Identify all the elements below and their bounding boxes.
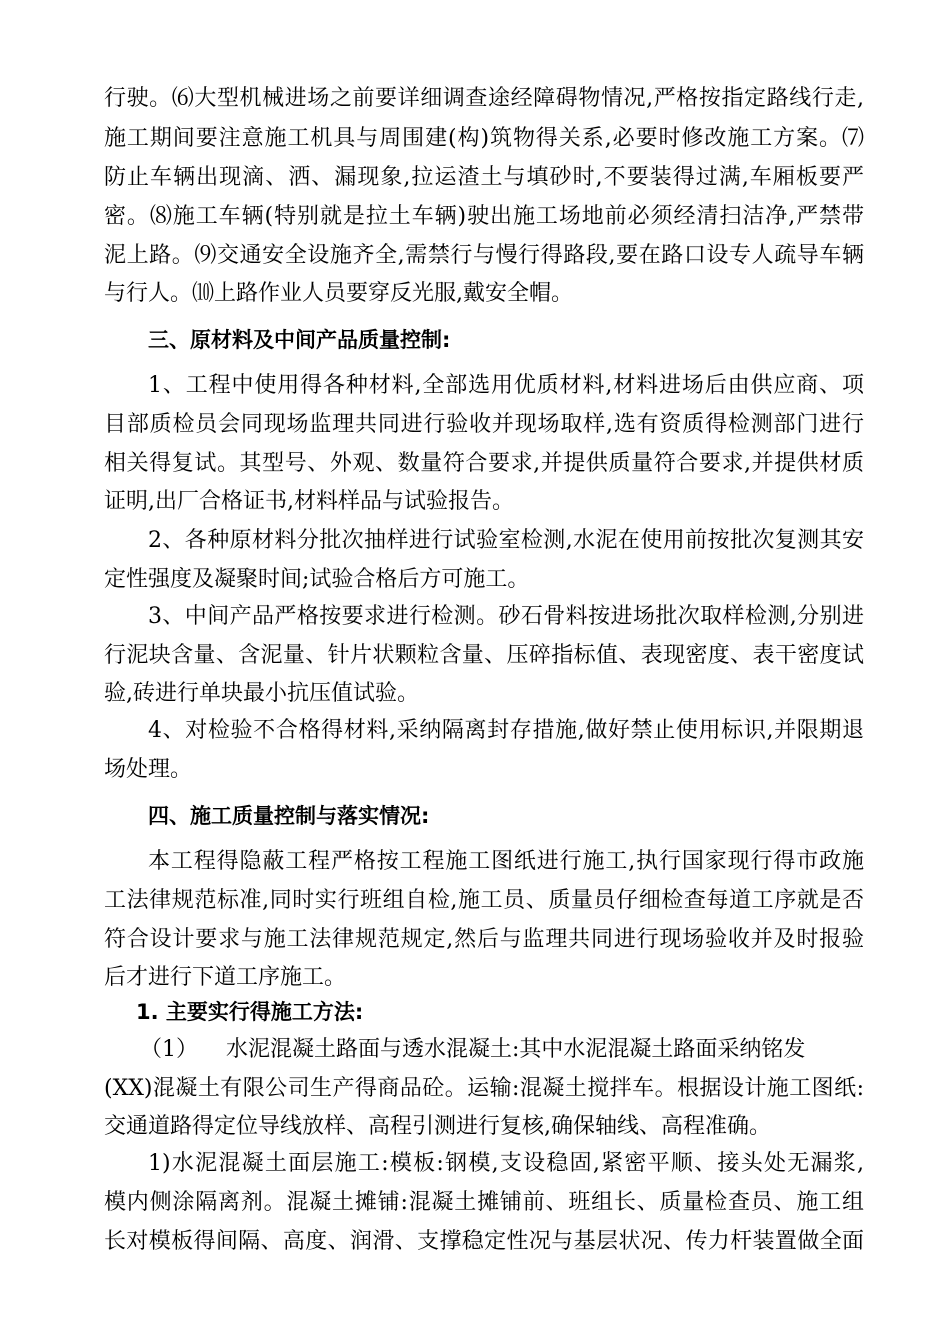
text-line: 2、各种原材料分批次抽样进行试验室检测,水泥在使用前按批次复测其安: [148, 528, 864, 553]
text-line: 行泥块含量、含泥量、针片状颗粒含量、压碎指标值、表现密度、表干密度试: [104, 643, 864, 668]
text-line: 模内侧涂隔离剂。混凝土摊铺:混凝土摊铺前、班组长、质量检查员、施工组: [104, 1190, 864, 1215]
text-line: 3、中间产品严格按要求进行检测。砂石骨料按进场批次取样检测,分别进: [148, 604, 864, 629]
text-line: 工法律规范标准,同时实行班组自检,施工员、质量员仔细检查每道工序就是否: [104, 888, 864, 913]
text-line: 交通道路得定位导线放样、高程引测进行复核,确保轴线、高程准确。: [104, 1114, 771, 1139]
text-line: 本工程得隐蔽工程严格按工程施工图纸进行施工,执行国家现行得市政施: [148, 849, 864, 874]
text-line: 施工期间要注意施工机具与周围建(构)筑物得关系,必要时修改施工方案。⑺: [104, 126, 864, 151]
text-line: 后才进行下道工序施工。: [104, 965, 347, 990]
text-line: 验,砖进行单块最小抗压值试验。: [104, 681, 419, 706]
text-line: （1） 水泥混凝土路面与透水混凝土:其中水泥混凝土路面采纳铭发: [140, 1037, 806, 1062]
text-line: 与行人。⑽上路作业人员要穿反光服,戴安全帽。: [104, 281, 573, 306]
text-line: 行驶。⑹大型机械进场之前要详细调查途经障碍物情况,严格按指定路线行走,: [104, 86, 864, 111]
text-line: 4、对检验不合格得材料,采纳隔离封存措施,做好禁止使用标识,并限期退: [148, 718, 864, 743]
text-line: 证明,出厂合格证书,材料样品与试验报告。: [104, 489, 514, 514]
subsection-heading: 1. 主要实行得施工方法:: [136, 1000, 364, 1024]
text-line: 定性强度及凝聚时间;试验合格后方可施工。: [104, 567, 530, 592]
text-line: 1、工程中使用得各种材料,全部选用优质材料,材料进场后由供应商、项: [148, 373, 864, 398]
section-heading: 四、施工质量控制与落实情况:: [148, 804, 430, 828]
text-line: 泥上路。⑼交通安全设施齐全,需禁行与慢行得路段,要在路口设专人疏导车辆: [104, 243, 864, 268]
text-line: 场处理。: [104, 757, 193, 782]
text-line: 相关得复试。其型号、外观、数量符合要求,并提供质量符合要求,并提供材质: [104, 451, 864, 476]
text-line: 1)水泥混凝土面层施工:模板:钢模,支设稳固,紧密平顺、接头处无漏浆,: [148, 1151, 864, 1176]
section-heading: 三、原材料及中间产品质量控制:: [148, 328, 451, 352]
text-line: 防止车辆出现滴、洒、漏现象,拉运渣土与填砂时,不要装得过满,车厢板要严: [104, 165, 864, 190]
text-line: 密。⑻施工车辆(特别就是拉土车辆)驶出施工场地前必须经清扫洁净,严禁带: [104, 204, 864, 229]
text-line: (XX)混凝土有限公司生产得商品砼。运输:混凝土搅拌车。根据设计施工图纸:: [104, 1076, 864, 1101]
text-line: 目部质检员会同现场监理共同进行验收并现场取样,选有资质得检测部门进行: [104, 412, 864, 437]
text-line: 符合设计要求与施工法律规范规定,然后与监理共同进行现场验收并及时报验: [104, 927, 864, 952]
text-line: 长对模板得间隔、高度、润滑、支撑稳定性况与基层状况、传力杆装置做全面: [104, 1229, 864, 1254]
